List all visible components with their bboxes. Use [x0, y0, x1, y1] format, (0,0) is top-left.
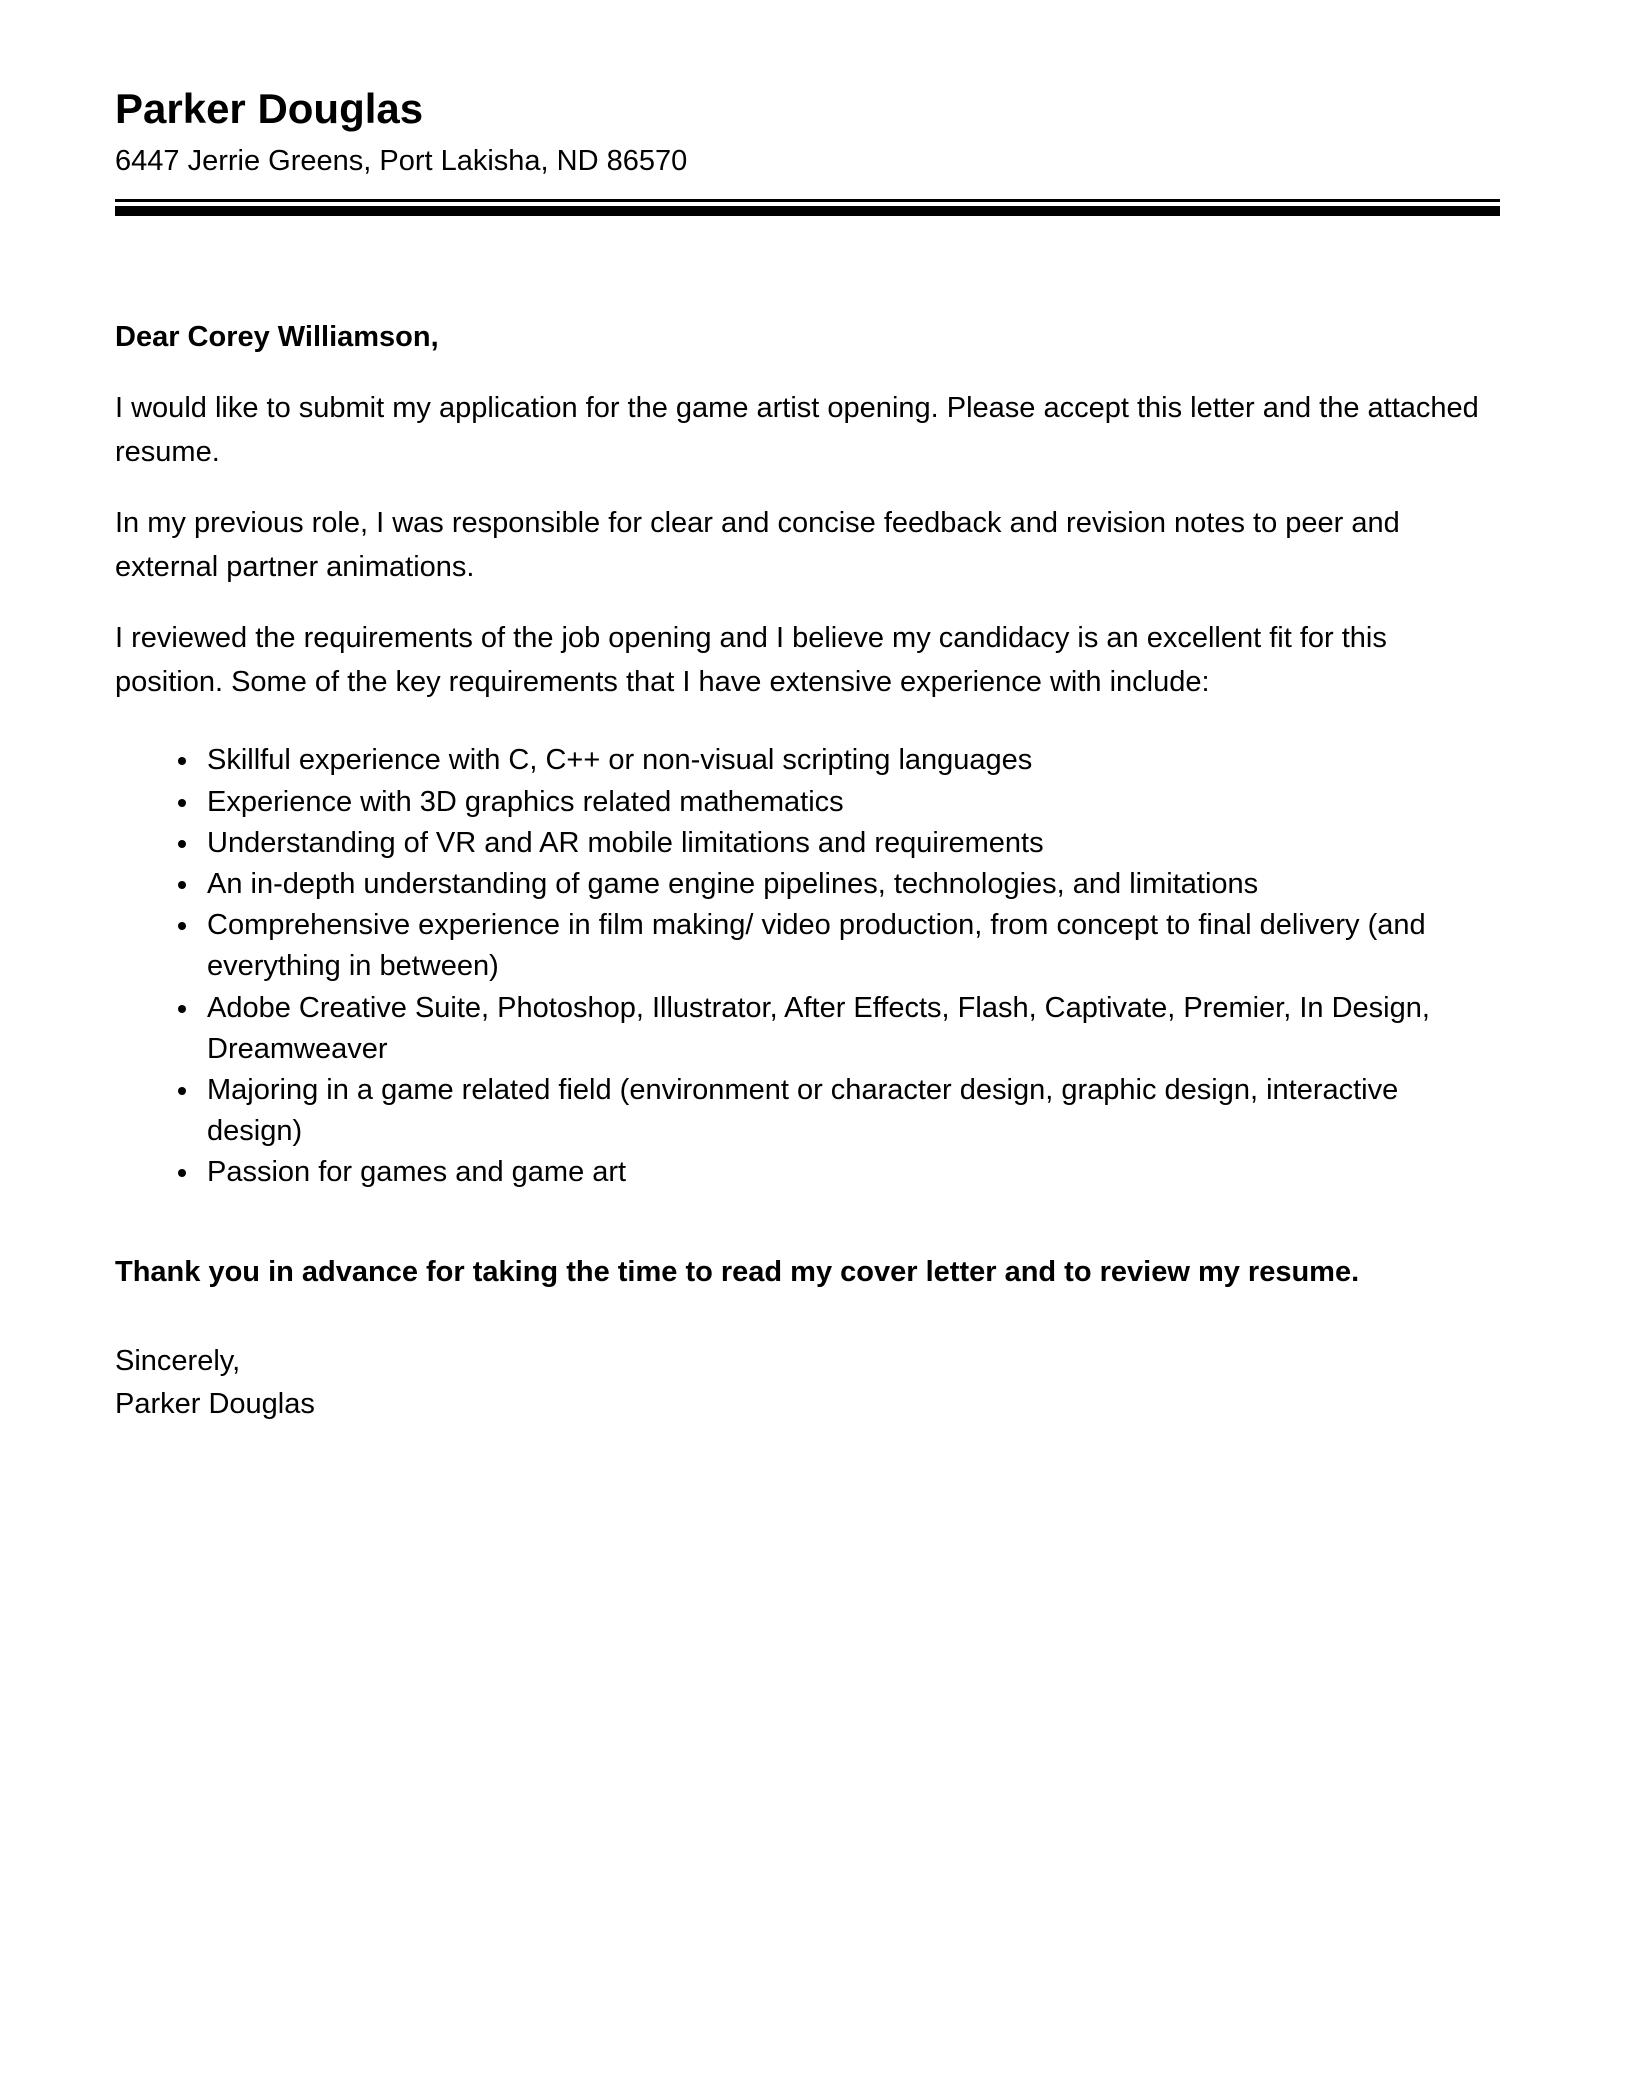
bullet-item: • Comprehensive experience in film making/ video production, from concept to final delivery (and everything in between) — [201, 905, 1500, 987]
bullet-item: • Skillful experience with C, C++ or non-visual scripting languages — [201, 740, 1500, 781]
bullet-item: • Experience with 3D graphics related mathematics — [201, 782, 1500, 823]
bullet-item: • Adobe Creative Suite, Photoshop, Illustrator, After Effects, Flash, Captivate, Premier, In Design, Dreamweaver — [201, 988, 1500, 1070]
sender-name: Parker Douglas — [115, 85, 424, 132]
letter-body — [115, 316, 1500, 1427]
sender-address: 6447 Jerrie Greens, Port Lakisha, ND 86570 — [115, 145, 688, 178]
paragraph: In my previous role, I was responsible for clear and concise feedback and revision notes to peer and external partner animations. — [115, 507, 1400, 583]
bullet-item: • Understanding of VR and AR mobile limitations and requirements — [201, 823, 1500, 864]
paragraph: I reviewed the requirements of the job opening and I believe my candidacy is an excellent fit for this position. Some of the key requirements that I have extensive experience with include: — [115, 622, 1387, 698]
signoff-block — [115, 1340, 1500, 1427]
letter-header — [115, 85, 1500, 216]
bullet-item: • Majoring in a game related field (environment or character design, graphic design, interactive design) — [201, 1070, 1500, 1152]
closing-statement: Thank you in advance for taking the time to read my cover letter and to review my resume. — [115, 1256, 1360, 1289]
divider-thick-line — [115, 206, 1500, 216]
paragraphs — [115, 387, 1500, 704]
bullet-item: • Passion for games and game art — [201, 1152, 1500, 1193]
header-divider — [115, 199, 1500, 216]
bullet-item: • An in-depth understanding of game engine pipelines, technologies, and limitations — [201, 864, 1500, 905]
salutation: Dear Corey Williamson, — [115, 320, 439, 353]
paragraph: I would like to submit my application for the game artist opening. Please accept this letter and the attached resume. — [115, 392, 1479, 468]
signature-name: Parker Douglas — [115, 1388, 315, 1421]
bullet-list — [115, 740, 1500, 1193]
signoff: Sincerely, — [115, 1344, 241, 1377]
